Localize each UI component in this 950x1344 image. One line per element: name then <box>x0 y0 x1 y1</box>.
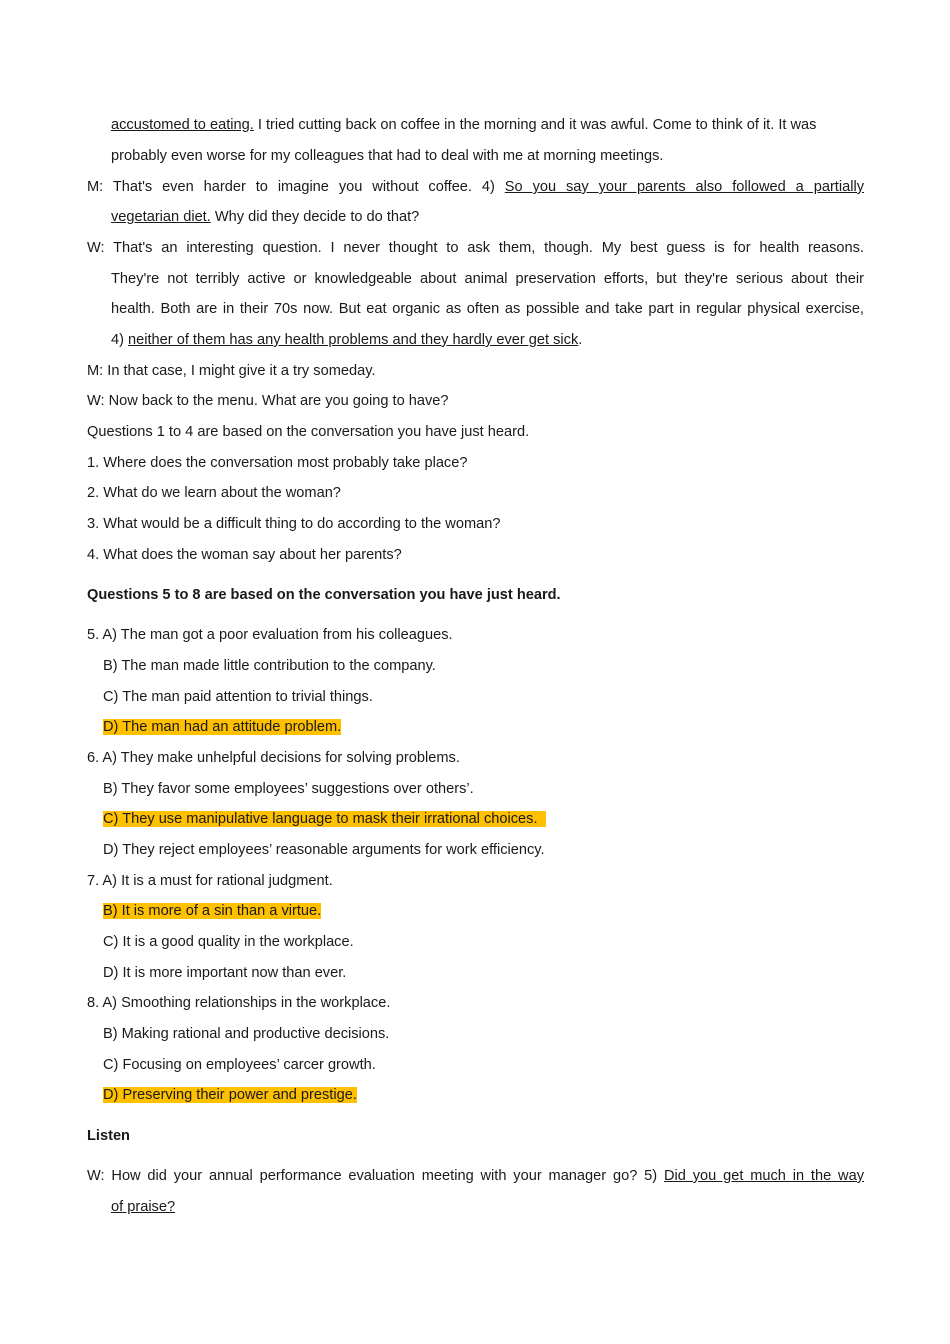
transcript-line <box>111 1197 864 1217</box>
question-5-option-d <box>103 717 880 737</box>
transcript-line: 4) neither of them has any health problems and they hardly ever get sick. <box>111 332 583 348</box>
question-8-option-d <box>103 1085 880 1105</box>
listen-heading: Listen <box>87 1128 130 1144</box>
highlighted-answer: B) It is more of a sin than a virtue. <box>103 903 322 919</box>
question-6-option-c <box>103 809 880 829</box>
highlighted-answer: D) Preserving their power and prestige. <box>103 1087 357 1103</box>
question-6-option-d: D) They reject employees’ reasonable arguments for work efficiency. <box>103 842 545 858</box>
question-4: 4. What does the woman say about her parents? <box>87 547 402 563</box>
question-7-option-b <box>103 901 880 921</box>
transcript-line: vegetarian diet. Why did they decide to do that? <box>111 209 420 225</box>
section-heading: Questions 5 to 8 are based on the conversation you have just heard. <box>87 587 561 603</box>
transcript-line: accustomed to eating. I tried cutting back on coffee in the morning and it was awful. Come to think of it. It was <box>111 117 817 133</box>
speaker-m-line: M: In that case, I might give it a try someday. <box>87 363 376 379</box>
question-2: 2. What do we learn about the woman? <box>87 485 341 501</box>
underlined-answer: neither of them has any health problems and they hardly ever get sick <box>128 332 579 348</box>
question-6-option-a: 6. A) They make unhelpful decisions for solving problems. <box>87 750 460 766</box>
question-5-option-b: B) The man made little contribution to the company. <box>103 658 436 674</box>
question-5-option-c: C) The man paid attention to trivial things. <box>103 689 373 705</box>
questions-intro: Questions 1 to 4 are based on the conversation you have just heard. <box>87 424 530 440</box>
question-7-option-c: C) It is a good quality in the workplace. <box>103 934 354 950</box>
question-3: 3. What would be a difficult thing to do according to the woman? <box>87 516 501 532</box>
transcript-line: health. Both are in their 70s now. But eat organic as often as possible and take part in regular physical exercise, <box>111 301 864 317</box>
question-7-option-d: D) It is more important now than ever. <box>103 965 347 981</box>
question-8-option-c: C) Focusing on employees’ carcer growth. <box>103 1057 376 1073</box>
question-1: 1. Where does the conversation most probably take place? <box>87 455 468 471</box>
highlighted-answer: C) They use manipulative language to mask their irrational choices. <box>103 811 546 827</box>
underlined-answer: vegetarian diet. <box>111 209 211 225</box>
speaker-w-line: W: Now back to the menu. What are you going to have? <box>87 393 449 409</box>
question-5-option-a: 5. A) The man got a poor evaluation from his colleagues. <box>87 627 453 643</box>
underlined-answer: Did you get much in the way <box>663 1168 865 1184</box>
highlighted-answer: D) The man had an attitude problem. <box>103 719 342 735</box>
question-7-option-a: 7. A) It is a must for rational judgment. <box>87 873 333 889</box>
speaker-m-line: M: That's even harder to imagine you without coffee. 4) So you say your parents also followed a partially <box>87 179 864 195</box>
speaker-w-line: W: How did your annual performance evaluation meeting with your manager go? 5) Did you get much in the way <box>87 1168 865 1184</box>
underlined-answer: So you say your parents also followed a partially <box>504 179 864 195</box>
underlined-answer: of praise? <box>111 1199 176 1215</box>
question-8-option-b: B) Making rational and productive decisions. <box>103 1026 390 1042</box>
underlined-answer: accustomed to eating. <box>111 117 254 133</box>
transcript-line: They're not terribly active or knowledgeable about animal preservation efforts, but they're serious about their <box>111 271 864 287</box>
question-8-option-a: 8. A) Smoothing relationships in the workplace. <box>87 995 391 1011</box>
transcript-line: probably even worse for my colleagues that had to deal with me at morning meetings. <box>111 148 664 164</box>
question-6-option-b: B) They favor some employees’ suggestions over others’. <box>103 781 474 797</box>
speaker-w-line: W: That's an interesting question. I never thought to ask them, though. My best guess is for health reasons. <box>87 240 864 256</box>
